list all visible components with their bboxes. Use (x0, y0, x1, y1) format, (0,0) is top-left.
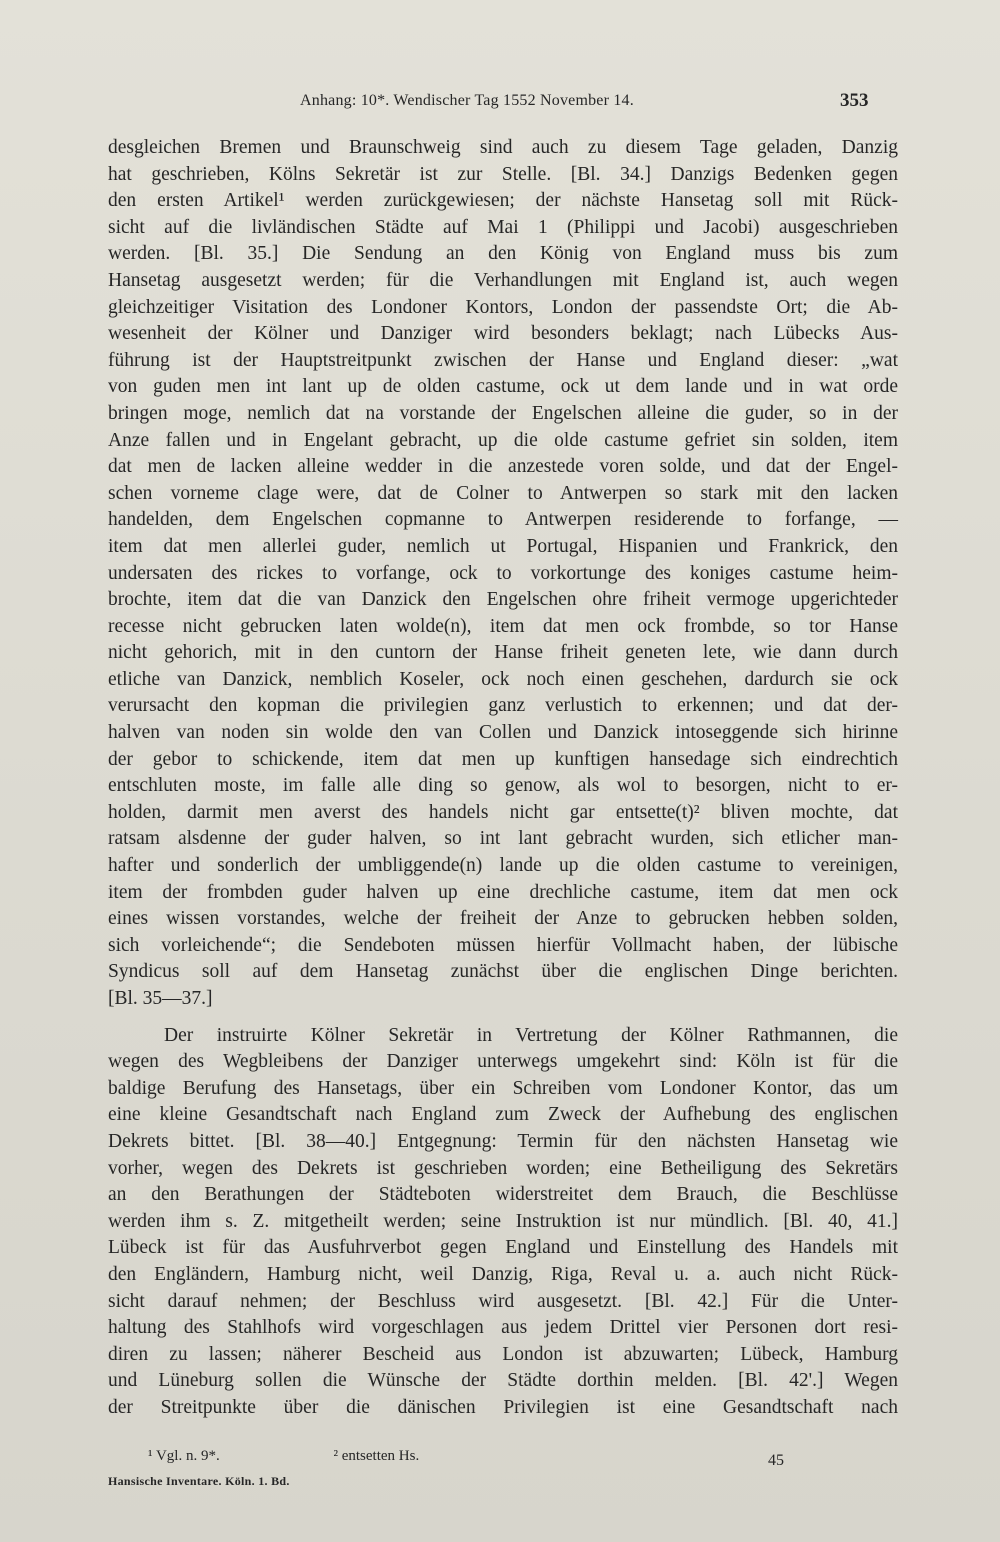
text-line: recesse nicht gebrucken laten wolde(n), item dat men ock frombde, so tor Hanse (108, 615, 898, 637)
text-line: halven van noden sin wolde den van Collen und Danzick intoseggende sich hirinne (108, 722, 898, 744)
text-line: gleichzeitiger Visitation des Londoner Kontors, London der passendste Ort; die Ab- (108, 296, 898, 318)
text-line: schen vorneme clage were, dat de Colner to Antwerpen so stark mit den lacken (108, 482, 898, 504)
running-title: Anhang: 10*. Wendischer Tag 1552 November 14. (300, 92, 634, 109)
text-line: sicht auf die livländischen Städte auf Mai 1 (Philippi und Jacobi) ausgeschrieben (108, 216, 898, 238)
text-line: den Engländern, Hamburg nicht, weil Danzig, Riga, Reval u. a. auch nicht Rück- (108, 1263, 898, 1285)
text-line: Dekrets bittet. [Bl. 38—40.] Entgegnung: Termin für den nächsten Hansetag wie (108, 1130, 898, 1152)
text-line: wesenheit der Kölner und Danziger wird besonders beklagt; nach Lübecks Aus- (108, 323, 898, 345)
text-line: holden, darmit men averst des handels nicht gar entsette(t)² bliven mochte, dat (108, 801, 898, 823)
text-line: item dat men allerlei guder, nemlich ut Portugal, Hispanien und Frankrick, den (108, 535, 898, 557)
text-line: dat men de lacken alleine wedder in die anzestede voren solde, und dat der Engel- (108, 456, 898, 478)
text-line: undersaten des rickes to vorfange, ock to vorkortunge des koniges castume heim- (108, 562, 898, 584)
footnote-1: ¹ Vgl. n. 9*. (148, 1448, 220, 1464)
text-line: führung ist der Hauptstreitpunkt zwischen der Hanse und England dieser: „wat (108, 349, 898, 371)
text-line: eines wissen vorstandes, welche der freiheit der Anze to gebrucken hebben solden, (108, 908, 898, 930)
text-line: von guden men int lant up de olden castume, ock ut dem lande und in wat orde (108, 376, 898, 398)
text-line: Der instruirte Kölner Sekretär in Vertretung der Kölner Rathmannen, die (164, 1024, 898, 1046)
text-line: [Bl. 35—37.] (108, 988, 213, 1009)
text-line: diren zu lassen; näherer Bescheid aus London ist abzuwarten; Lübeck, Hamburg (108, 1343, 898, 1365)
text-line: nicht gehorich, mit in den cuntorn der Hanse friheit geneten lete, wie dann durch (108, 642, 898, 664)
text-line: sicht darauf nehmen; der Beschluss wird ausgesetzt. [Bl. 42.] Für die Unter- (108, 1290, 898, 1312)
text-line: der Streitpunkte über die dänischen Privilegien ist eine Gesandtschaft nach (108, 1396, 898, 1418)
text-line: etliche van Danzick, nemblich Koseler, ock noch einen geschehen, dardurch sie ock (108, 668, 898, 690)
text-line: baldige Berufung des Hansetags, über ein Schreiben vom Londoner Kontor, das um (108, 1077, 898, 1099)
text-line: Hansetag ausgesetzt werden; für die Verhandlungen mit England ist, auch wegen (108, 269, 898, 291)
paragraph-gap (108, 1013, 898, 1023)
text-line: Syndicus soll auf dem Hansetag zunächst über die englischen Dinge berichten. (108, 961, 898, 983)
text-line: Lübeck ist für das Ausfuhrverbot gegen England und Einstellung des Handels mit (108, 1237, 898, 1259)
text-line: hafter und sonderlich der umbliggende(n) lande up die olden castume to vereinigen, (108, 855, 898, 877)
text-line: haltung des Stahlhofs wird vorgeschlagen aus jedem Drittel vier Personen dort resi- (108, 1317, 898, 1339)
footnote-2: ² entsetten Hs. (333, 1448, 420, 1464)
text-line: bringen moge, nemlich dat na vorstande der Engelschen alleine die guder, so in der (108, 402, 898, 424)
text-line: verursacht den kopman die privilegien ganz verlustich to erkennen; und dat der- (108, 695, 898, 717)
footnotes (148, 1448, 419, 1465)
text-line: werden ihm s. Z. mitgetheilt werden; seine Instruktion ist nur mündlich. [Bl. 40, 41.] (108, 1210, 898, 1232)
text-line: brochte, item dat die van Danzick den Engelschen ohre friheit vermoge upgerichteder (108, 589, 898, 611)
text-line: item der frombden guder halven up eine drechliche castume, item dat men ock (108, 881, 898, 903)
text-line: Anze fallen und in Engelant gebracht, up die olde castume gefriet sin solden, item (108, 429, 898, 451)
text-line: hat geschrieben, Kölns Sekretär ist zur Stelle. [Bl. 34.] Danzigs Bedenken gegen (108, 163, 898, 185)
sheet-number: 45 (768, 1452, 784, 1469)
text-line: sich vorleichende“; die Sendeboten müssen hierfür Vollmacht haben, der lübische (108, 934, 898, 956)
paragraph-2 (108, 1023, 898, 1422)
text-line: an den Berathungen der Städteboten widerstreitet dem Brauch, die Beschlüsse (108, 1184, 898, 1206)
text-line: vorher, wegen des Dekrets ist geschrieben worden; eine Betheiligung des Sekretärs (108, 1157, 898, 1179)
text-line: handelden, dem Engelschen copmanne to Antwerpen residerende to forfange, — (108, 509, 898, 531)
text-line: der gebor to schickende, item dat men up kunftigen hansedage sich eindrechtich (108, 748, 898, 770)
printer-signature: Hansische Inventare. Köln. 1. Bd. (108, 1474, 290, 1488)
text-line: desgleichen Bremen und Braunschweig sind auch zu diesem Tage geladen, Danzig (108, 137, 898, 158)
text-line: wegen des Wegbleibens der Danziger unterwegs umgekehrt sind: Köln ist für die (108, 1051, 898, 1073)
text-line: eine kleine Gesandtschaft nach England zum Zweck der Aufhebung des englischen (108, 1104, 898, 1126)
text-line: entschluten moste, im falle alle ding so genow, als wol to besorgen, nicht to er- (108, 775, 898, 797)
text-line: und Lüneburg sollen die Wünsche der Städte dorthin melden. [Bl. 42'.] Wegen (108, 1370, 898, 1392)
body-text (108, 135, 898, 1422)
text-line: den ersten Artikel¹ werden zurückgewiesen; der nächste Hansetag soll mit Rück- (108, 190, 898, 212)
text-line: ratsam alsdenne der guder halven, so int lant gebracht wurden, sich etlicher man- (108, 828, 898, 850)
page-number: 353 (840, 90, 869, 111)
text-line: werden. [Bl. 35.] Die Sendung an den König von England muss bis zum (108, 243, 898, 265)
paragraph-1 (108, 135, 898, 1013)
